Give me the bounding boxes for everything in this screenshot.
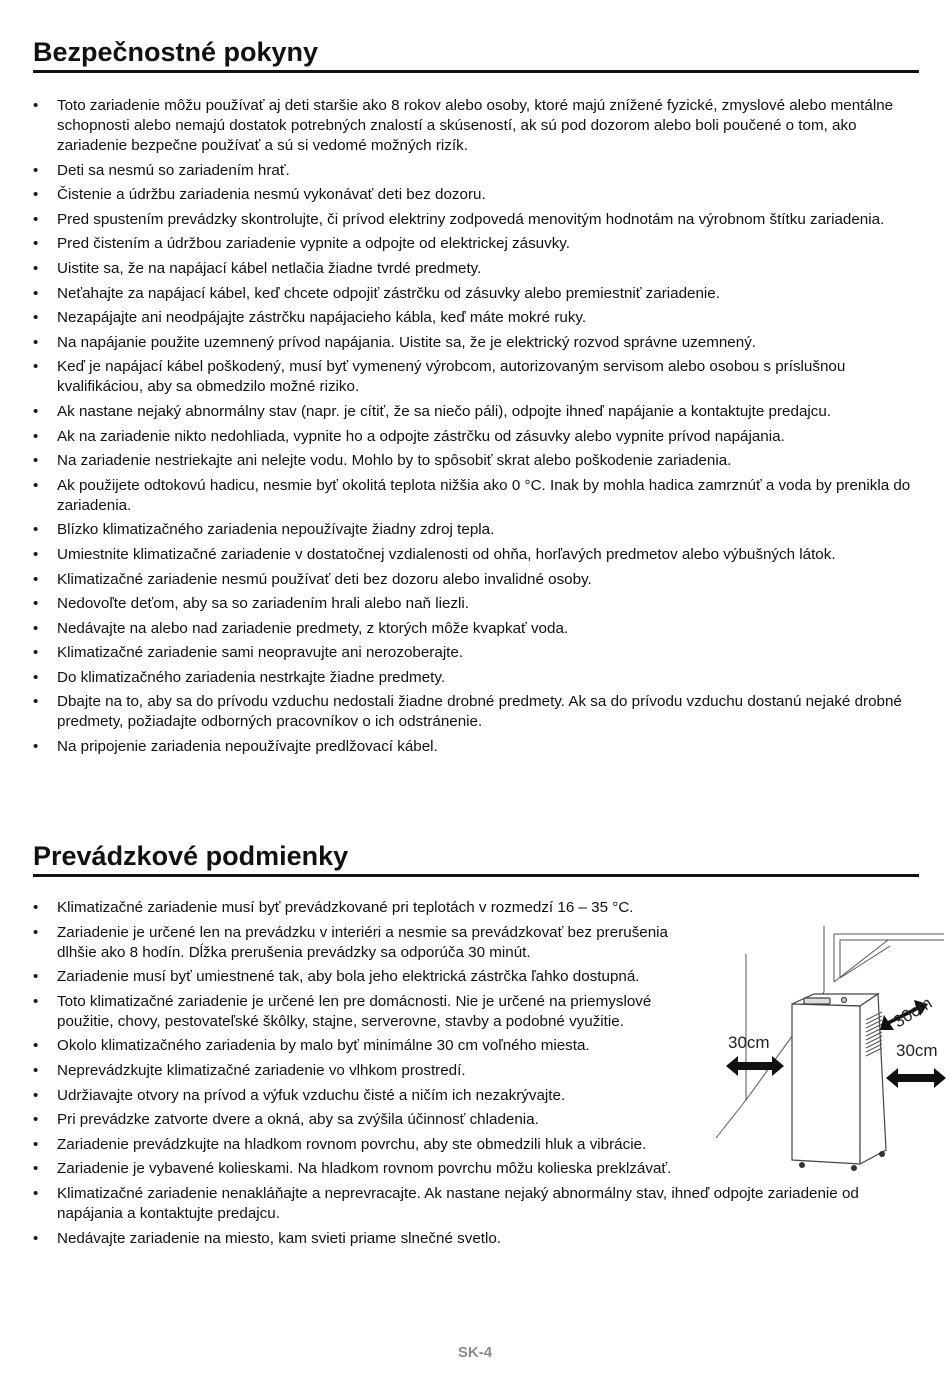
list-item: • Klimatizačné zariadenie musí byť prevádzkované pri teplotách v rozmedzí 16 – 35 °C. [33,898,913,918]
list-item: • Na zariadenie nestriekajte ani nelejte vodu. Mohlo by to spôsobiť skrat alebo poškodenie zariadenia. [33,451,913,471]
list-item: • Pri prevádzke zatvorte dvere a okná, aby sa zvýšila účinnosť chladenia. [33,1110,913,1130]
list-item: • Keď je napájací kábel poškodený, musí byť vymenený výrobcom, autorizovaným servisom alebo osobou s príslušnou kvalifikáciou, aby sa obmedzilo možné riziko. [33,357,913,397]
list-item: • Zariadenie musí byť umiestnené tak, aby bola jeho elektrická zástrčka ľahko dostupná. [33,967,707,987]
list-item: • Klimatizačné zariadenie nesmú používať deti bez dozoru alebo invalidné osoby. [33,570,913,590]
list-item: • Pred spustením prevádzky skontrolujte, či prívod elektriny zodpovedá menovitým hodnotám na výrobnom štítku zariadenia. [33,210,913,230]
list-item: • Klimatizačné zariadenie sami neopravujte ani nerozoberajte. [33,643,913,663]
list-item: • Do klimatizačného zariadenia nestrkajte žiadne predmety. [33,668,913,688]
list-item: • Okolo klimatizačného zariadenia by malo byť minimálne 30 cm voľného miesta. [33,1036,913,1056]
list-item: • Nedávajte na alebo nad zariadenie predmety, z ktorých môže kvapkať voda. [33,619,913,639]
list-item: • Čistenie a údržbu zariadenia nesmú vykonávať deti bez dozoru. [33,185,913,205]
clearance-label-right: 30cm [896,1041,938,1060]
section-heading-operating-conditions: Prevádzkové podmienky [33,840,919,877]
list-item: • Udržiavajte otvory na prívod a výfuk vzduchu čisté a ničím ich nezakrývajte. [33,1086,913,1106]
list-item: • Na napájanie použite uzemnený prívod napájania. Uistite sa, že je elektrický rozvod správne uzemnený. [33,333,913,353]
list-item: • Nedovoľte deťom, aby sa so zariadením hrali alebo naň liezli. [33,594,913,614]
list-item: • Ak na zariadenie nikto nedohliada, vypnite ho a odpojte zástrčku od zásuvky alebo vypnite prívod napájania. [33,427,913,447]
list-item: • Nezapájajte ani neodpájajte zástrčku napájacieho kábla, keď máte mokré ruky. [33,308,913,328]
clearance-label-left: 30cm [728,1033,770,1052]
list-item: • Deti sa nesmú so zariadením hrať. [33,161,913,181]
list-item: • Uistite sa, že na napájací kábel netlačia žiadne tvrdé predmety. [33,259,913,279]
clearance-label-back: 30cm [890,993,936,1032]
safety-instructions-list [33,96,913,762]
list-item: • Nedávajte zariadenie na miesto, kam svieti priame slnečné svetlo. [33,1229,913,1249]
section-heading-safety: Bezpečnostné pokyny [33,36,919,73]
page-number: SK-4 [457,1344,493,1361]
list-item: • Klimatizačné zariadenie nenakláňajte a neprevracajte. Ak nastane nejaký abnormálny stav, ihneď odpojte zariadenie od napájania a kontaktujte predajcu. [33,1184,913,1224]
list-item: • Ak nastane nejaký abnormálny stav (napr. je cítiť, že sa niečo páli), odpojte ihneď napájanie a kontaktujte predajcu. [33,402,913,422]
list-item: • Na pripojenie zariadenia nepoužívajte predlžovací kábel. [33,737,913,757]
list-item: • Toto klimatizačné zariadenie je určené len pre domácnosti. Nie je určené na priemyslové použitie, chovy, pestovateľské škôlky, stajne, serverovne, stavby a podobné využitie. [33,992,707,1032]
list-item: • Pred čistením a údržbou zariadenie vypnite a odpojte od elektrickej zásuvky. [33,234,913,254]
list-item: • Umiestnite klimatizačné zariadenie v dostatočnej vzdialenosti od ohňa, horľavých predmetov alebo výbušných látok. [33,545,913,565]
list-item: • Toto zariadenie môžu používať aj deti staršie ako 8 rokov alebo osoby, ktoré majú znížené fyzické, zmyslové alebo mentálne schopnosti alebo nemajú dostatok potrebných znalostí a skúseností, ak sú pod dozorom alebo boli poučené o tom, ako zariadenie bezpečne používať a sú si vedomé možných rizík. [33,96,913,156]
list-item: • Neprevádzkujte klimatizačné zariadenie vo vlhkom prostredí. [33,1061,913,1081]
list-item: • Zariadenie je určené len na prevádzku v interiéri a nesmie sa prevádzkovať bez prerušenia dlhšie ako 8 hodín. Dĺžka prerušenia prevádzky sa odporúča 30 minút. [33,923,707,963]
list-item: • Zariadenie je vybavené kolieskami. Na hladkom rovnom povrchu môžu kolieska preklzávať. [33,1159,913,1179]
list-item: • Neťahajte za napájací kábel, keď chcete odpojiť zástrčku od zásuvky alebo premiestniť zariadenie. [33,284,913,304]
list-item: • Dbajte na to, aby sa do prívodu vzduchu nedostali žiadne drobné predmety. Ak sa do prívodu vzduchu dostanú nejaké drobné predmety, požiadajte odborných pracovníkov o ich odstránenie. [33,692,913,732]
air-conditioner-clearance-icon [712,920,950,1180]
list-item: • Zariadenie prevádzkujte na hladkom rovnom povrchu, aby ste obmedzili hluk a vibrácie. [33,1135,913,1155]
list-item: • Blízko klimatizačného zariadenia nepoužívajte žiadny zdroj tepla. [33,520,913,540]
list-item: • Ak použijete odtokovú hadicu, nesmie byť okolitá teplota nižšia ako 0 °C. Inak by mohla hadica zamrznúť a voda by prenikla do zariadenia. [33,476,913,516]
